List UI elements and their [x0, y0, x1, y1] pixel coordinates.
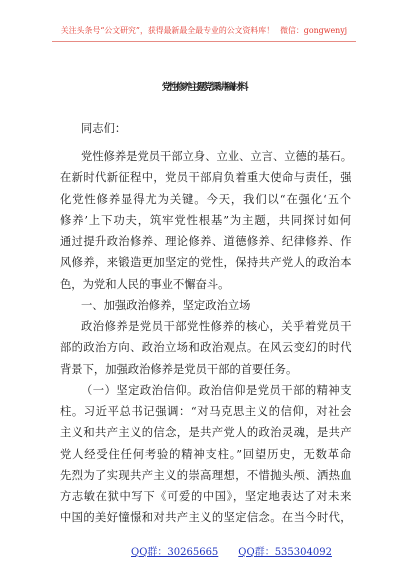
paragraph-line [60, 337, 352, 358]
paragraph-line [60, 486, 352, 507]
paragraph-line [60, 444, 352, 465]
paragraph-line [60, 210, 352, 231]
heading-text: 一、加强政治修养，坚定政治立场 [81, 298, 251, 312]
line-text: 柱。习近平总书记强调：“对马克思主义的信仰，对社会 [60, 405, 352, 418]
paragraph-line [60, 274, 352, 295]
line-text: 修养’上下功夫，筑牢党性根基”为主题，共同探讨如何 [60, 213, 352, 227]
section-paragraph [60, 316, 352, 380]
opening-paragraph [60, 146, 352, 295]
paragraph-line [60, 231, 352, 252]
line-text: 在新时代新征程中，党员干部肩负着重大使命与责任，强 [60, 171, 352, 185]
line-text: 先烈为了实现共产主义的崇高理想，不惜抛头颅、洒热血 [60, 468, 352, 482]
line-text: 中国的美好憧憬和对共产主义的坚定信念。在当今时代， [60, 511, 352, 525]
footer-contacts [131, 546, 332, 560]
line-text: 党性修养是党员干部立身、立业、立言、立德的基石。 [81, 150, 352, 163]
paragraph-line [60, 252, 352, 273]
paragraph-line [60, 465, 352, 486]
banner-wechat: 微信：gongwenyj [280, 26, 348, 35]
paragraph-line [60, 146, 352, 167]
line-text: 背景下，加强政治修养是党员干部的首要任务。 [60, 362, 298, 376]
line-text: （一）坚定政治信仰。政治信仰是党员干部的精神支 [81, 383, 352, 397]
paragraph-line [60, 189, 352, 210]
paragraph-line [60, 507, 352, 528]
banner-notice: 关注头条号“公文研究”，获得最新最全最专业的公文资料库！ [60, 26, 275, 35]
line-text: 主义和共产主义的信念，是共产党人的政治灵魂，是共产 [60, 426, 352, 440]
paragraph-line [60, 380, 352, 401]
line-text: 部的政治方向、政治立场和政治观点。在风云变幻的时代 [60, 341, 352, 355]
header-rule [52, 41, 356, 42]
line-text: 通过提升政治修养、理论修养、道德修养、纪律修养、作 [60, 235, 352, 248]
paragraph-line [60, 401, 352, 422]
document-title: 党性修养主题党课讲稿材料 [161, 82, 247, 93]
section-heading [60, 295, 352, 316]
line-text: 政治修养是党员干部党性修养的核心，关乎着党员干 [81, 320, 352, 333]
paragraph-line [60, 316, 352, 337]
subsection-paragraph [60, 380, 352, 529]
line-text: 色，为党和人民的事业不懈奋斗。 [60, 277, 230, 291]
line-text: 风修养，来锻造更加坚定的党性，保持共产党人的政治本 [60, 256, 352, 270]
line-text: 方志敏在狱中写下《可爱的中国》，坚定地表达了对未来 [60, 490, 352, 503]
document-body [60, 146, 352, 529]
salutation: 同志们： [81, 122, 127, 135]
paragraph-line [60, 167, 352, 188]
paragraph-line [60, 422, 352, 443]
line-text: 化党性修养显得尤为关键。今天，我们以“在强化‘五个 [60, 192, 352, 206]
line-text: 党人经受住任何考验的精神支柱。”回望历史，无数革命 [60, 447, 352, 461]
qq-group-2: QQ群：535304092 [238, 547, 332, 558]
qq-group-1: QQ群：30265665 [131, 547, 219, 558]
header-banner [0, 24, 408, 38]
paragraph-line [60, 359, 352, 380]
